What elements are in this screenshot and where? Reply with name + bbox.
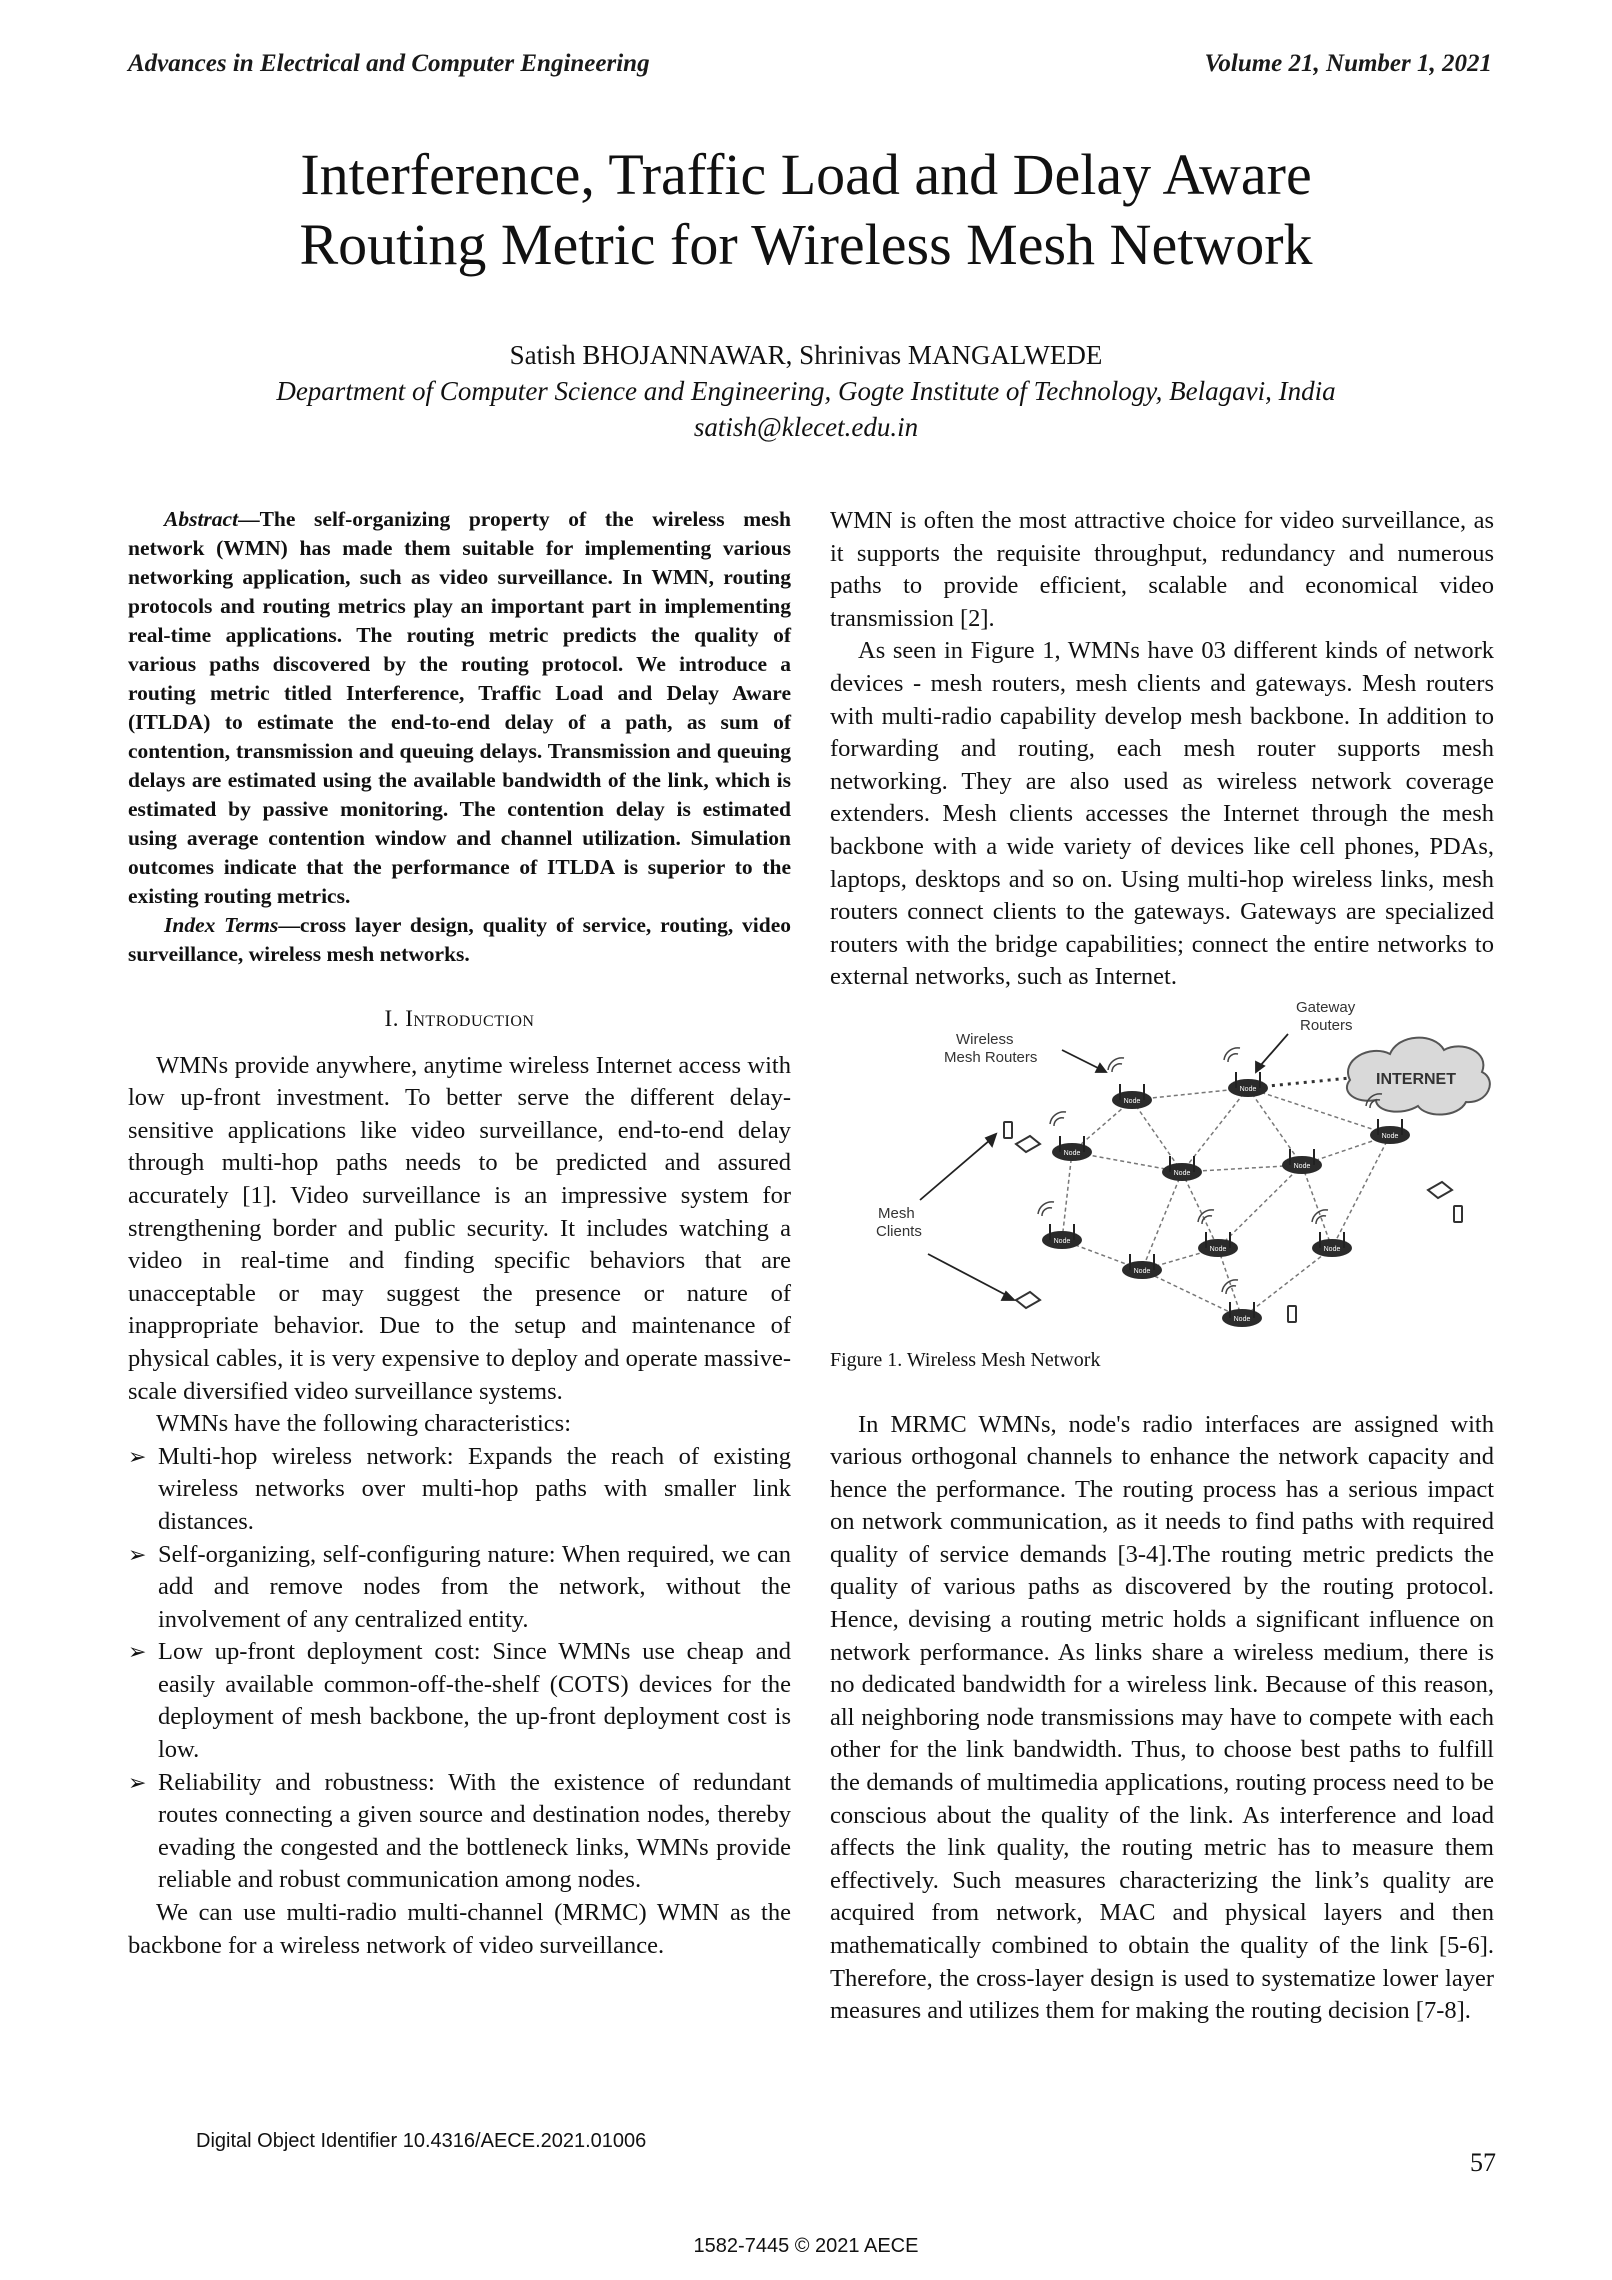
router-node-icon xyxy=(1162,1156,1202,1181)
figure-wireless-mesh-network xyxy=(830,1000,1494,1340)
arrow-bullet-icon: ➢ xyxy=(128,1769,147,1795)
index-terms-text: —cross layer design, quality of service, routing, video surveillance, wireless mesh networks. xyxy=(128,913,791,966)
router-node-icon xyxy=(1198,1232,1238,1257)
index-terms-lead: Index Terms xyxy=(164,913,279,937)
doi: Digital Object Identifier 10.4316/AECE.2021.01006 xyxy=(196,2130,647,2152)
router-node-icon xyxy=(1282,1149,1322,1174)
characteristics-list xyxy=(128,1441,791,1897)
figure-caption: Figure 1. Wireless Mesh Network xyxy=(830,1348,1101,1371)
mesh-network-diagram xyxy=(830,1000,1494,1340)
section-title: Introduction xyxy=(405,1006,535,1031)
page-number: 57 xyxy=(1470,2148,1496,2177)
arrow-bullet-icon: ➢ xyxy=(128,1443,147,1469)
authors: Satish BHOJANNAWAR, Shrinivas MANGALWEDE xyxy=(509,340,1103,370)
intro-paragraph-2: WMNs have the following characteristics: xyxy=(156,1410,572,1438)
node-label: Node xyxy=(1293,1162,1311,1170)
phone-icon xyxy=(1288,1306,1296,1322)
list-item-text: Multi-hop wireless network: Expands the reach of existing wireless networks over multi-hop paths with smaller link distances. xyxy=(158,1442,791,1535)
volume-info: Volume 21, Number 1, 2021 xyxy=(1204,50,1492,77)
title-line-2: Routing Metric for Wireless Mesh Network xyxy=(299,212,1313,277)
internet-label: INTERNET xyxy=(1376,1070,1456,1088)
node-label: Node xyxy=(1209,1245,1227,1253)
node-label: Node xyxy=(1381,1132,1399,1140)
arrow-bullet-icon: ➢ xyxy=(128,1639,147,1665)
laptop-icon xyxy=(1428,1182,1452,1198)
issn-copyright: 1582-7445 © 2021 AECE xyxy=(693,2235,919,2257)
intro-paragraph-1: WMNs provide anywhere, anytime wireless Internet access with low up-front investment. To better serve the different delay-sensitive applications like video surveillance, end-to-end delay through multi-hop paths needs to be predicted and assured accurately [1]. Video surveillance is an impressive system for strengthening border and public security. It includes watching a video in real-time and finding specific behaviors that are unacceptable or may suggest the presence or nature of inappropriate behavior. Due to the setup and maintenance of physical cables, it is very expensive to deploy and operate massive-scale diversified video surveillance systems. xyxy=(128,1051,791,1405)
arrow-bullet-icon: ➢ xyxy=(128,1541,147,1567)
node-label: Node xyxy=(1063,1149,1081,1157)
node-label: Node xyxy=(1133,1267,1151,1275)
list-item-text: Low up-front deployment cost: Since WMNs use cheap and easily available common-off-the-shelf (COTS) devices for the deployment of mesh backbone, the up-front deployment cost is low. xyxy=(158,1638,791,1764)
abstract xyxy=(128,505,791,911)
journal-name: Advances in Electrical and Computer Engineering xyxy=(128,50,650,77)
right-column xyxy=(830,505,1494,2028)
index-terms xyxy=(128,911,791,969)
node-label: Node xyxy=(1239,1085,1257,1093)
laptop-icon xyxy=(1016,1136,1040,1152)
wireless-label-line-2: Mesh Routers xyxy=(944,1048,1038,1066)
phone-icon xyxy=(1004,1122,1012,1138)
gateway-label-line-1: Gateway xyxy=(1296,999,1356,1016)
node-label: Node xyxy=(1053,1237,1071,1245)
abstract-lead: Abstract xyxy=(164,507,239,531)
arrowhead-icon xyxy=(1096,1064,1106,1072)
intro-paragraph-3: We can use multi-radio multi-channel (MRMC) WMN as the backbone for a wireless network of video surveillance. xyxy=(128,1899,791,1959)
author-email: satish@klecet.edu.in xyxy=(693,412,919,442)
list-item xyxy=(128,1636,791,1766)
gateway-label-line-2: Routers xyxy=(1300,1016,1353,1034)
wireless-label-line-1: Wireless xyxy=(956,1030,1014,1048)
left-column xyxy=(128,505,791,1962)
running-head xyxy=(128,50,1492,86)
arrow-to-client xyxy=(928,1254,1008,1296)
mesh-clients-label-line-1: Mesh xyxy=(878,1204,915,1222)
node-label: Node xyxy=(1233,1315,1251,1323)
router-node-icon xyxy=(1222,1302,1262,1327)
list-item xyxy=(128,1441,791,1539)
mesh-clients-label-line-2: Clients xyxy=(876,1222,922,1240)
router-node-icon xyxy=(1052,1136,1092,1161)
section-heading-introduction xyxy=(128,1003,791,1036)
figure-labels xyxy=(876,1000,1356,1240)
phone-icon xyxy=(1454,1206,1462,1222)
router-node-icon xyxy=(1112,1084,1152,1109)
right-paragraph-1: WMN is often the most attractive choice for video surveillance, as it supports the requisite throughput, redundancy and numerous paths to provide efficient, scalable and economical video transmission [2]. xyxy=(830,507,1494,632)
right-paragraph-2: As seen in Figure 1, WMNs have 03 different kinds of network devices - mesh routers, mesh clients and gateways. Mesh routers with multi-radio capability develop mesh backbone. In addition to forwarding and routing, each mesh router supports mesh networking. They are also used as wireless network coverage extenders. Mesh clients accesses the Internet through the mesh backbone with a wide variety of devices like cell phones, PDAs, laptops, desktops and so on. Using multi-hop wireless links, mesh routers connect clients to the gateways. Gateways are specialized routers with the bridge capabilities; connect the entire networks to external networks, such as Internet. xyxy=(830,637,1494,991)
router-node-icon xyxy=(1042,1224,1082,1249)
router-node-icon xyxy=(1122,1254,1162,1279)
node-label: Node xyxy=(1173,1169,1191,1177)
list-item-text: Self-organizing, self-configuring nature: When required, we can add and remove nodes from the network, without the involvement of any centralized entity. xyxy=(158,1540,791,1633)
arrow-to-router xyxy=(1062,1050,1102,1070)
list-item xyxy=(128,1539,791,1637)
gateway-node-icon xyxy=(1228,1072,1268,1097)
router-node-icon xyxy=(1312,1232,1352,1257)
internet-cloud-icon xyxy=(1347,1038,1490,1115)
arrowhead-icon xyxy=(986,1134,996,1146)
list-item xyxy=(128,1767,791,1897)
affiliation: Department of Computer Science and Engineering, Gogte Institute of Technology, Belagavi, India xyxy=(276,376,1336,406)
laptop-icon xyxy=(1016,1292,1040,1308)
section-number: I. xyxy=(384,1006,399,1031)
right-paragraph-3: In MRMC WMNs, node's radio interfaces are assigned with various orthogonal channels to enhance the network capacity and hence the performance. The routing process has a serious impact on network communication, as it needs to find paths with required quality of service demands [3-4].The routing metric predicts the quality of various paths as discovered by the routing protocol. Hence, devising a routing metric holds a significant influence on network performance. As links share a wireless medium, there is no dedicated bandwidth for a wireless link. Because of this reason, all neighboring node transmissions may have to compete with each other for the link bandwidth. Thus, to choose best paths to fulfill the demands of multimedia applications, routing process need to be conscious about the quality of the link. As interference and load affects the link quality, the routing metric has to measure them effectively. Such measures characterizing the link’s quality are acquired from network, MAC and physical layers and then mathematically combined to obtain the quality of the link [5-6]. Therefore, the cross-layer design is used to systematize lower layer measures and utilizes them for making the routing decision [7-8]. xyxy=(830,1410,1494,2025)
list-item-text: Reliability and robustness: With the existence of redundant routes connecting a given source and destination nodes, thereby evading the congested and the bottleneck links, WMNs provide reliable and robust communication among nodes. xyxy=(158,1768,791,1894)
node-label: Node xyxy=(1123,1097,1141,1105)
arrow-to-gateway xyxy=(1260,1034,1288,1066)
gateway-node-icon xyxy=(1370,1119,1410,1144)
arrow-to-client xyxy=(920,1140,990,1200)
title-line-1: Interference, Traffic Load and Delay Aware xyxy=(300,142,1312,207)
abstract-text: —The self-organizing property of the wireless mesh network (WMN) has made them suitable for implementing various networking application, such as video surveillance. In WMN, routing protocols and routing metrics play an important part in implementing real-time applications. The routing metric predicts the quality of various paths discovered by the routing protocol. We introduce a routing metric titled Interference, Traffic Load and Delay Aware (ITLDA) to estimate the end-to-end delay of a path, as sum of contention, transmission and queuing delays. Transmission and queuing delays are estimated using the available bandwidth of the link, which is estimated by passive monitoring. The contention delay is estimated using average contention window and channel utilization. Simulation outcomes indicate that the performance of ITLDA is superior to the existing routing metrics. xyxy=(128,507,791,908)
mesh-nodes xyxy=(1042,1072,1410,1327)
node-label: Node xyxy=(1323,1245,1341,1253)
paper-title xyxy=(100,140,1512,280)
annotation-arrows xyxy=(920,1034,1288,1300)
